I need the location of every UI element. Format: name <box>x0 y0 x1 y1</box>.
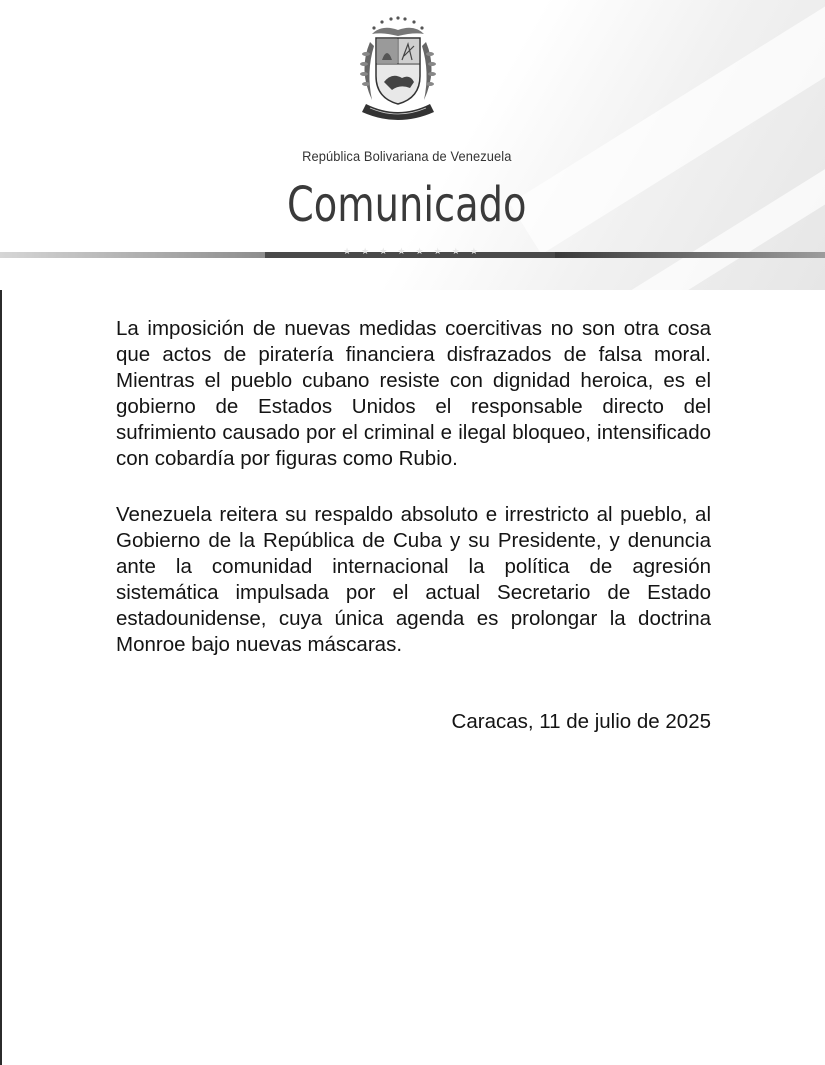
star-icon: ★ <box>433 246 442 256</box>
issuer-name: República Bolivariana de Venezuela <box>301 148 512 164</box>
star-icon: ★ <box>469 246 478 256</box>
place-and-date: Caracas, 11 de julio de 2025 <box>451 710 711 733</box>
star-icon: ★ <box>379 246 388 256</box>
coat-of-arms-icon <box>352 12 444 130</box>
divider-stars <box>343 246 478 256</box>
star-icon: ★ <box>343 246 352 256</box>
document-title: Comunicado <box>286 177 527 233</box>
star-icon: ★ <box>397 246 406 256</box>
star-icon: ★ <box>451 246 460 256</box>
letterhead <box>0 0 825 290</box>
star-icon: ★ <box>415 246 424 256</box>
paragraph: Venezuela reitera su respaldo absoluto e irrestricto al pueblo, al Gobierno de la República de Cuba y su Presidente, y denuncia ante la comunidad internacional la política de agresión sistemática impulsada por el actual Secretario de Estado estadounidense, cuya única agenda es prolongar la doctrina Monroe bajo nuevas máscaras. <box>116 503 711 656</box>
paragraph: La imposición de nuevas medidas coercitivas no son otra cosa que actos de piratería financiera disfrazados de falsa moral. Mientras el pueblo cubano resiste con dignidad heroica, es el gobierno de Estados Unidos el responsable directo del sufrimiento causado por el criminal e ilegal bloqueo, intensificado con cobardía por figuras como Rubio. <box>116 317 711 470</box>
star-icon: ★ <box>361 246 370 256</box>
statement-body <box>116 316 711 688</box>
